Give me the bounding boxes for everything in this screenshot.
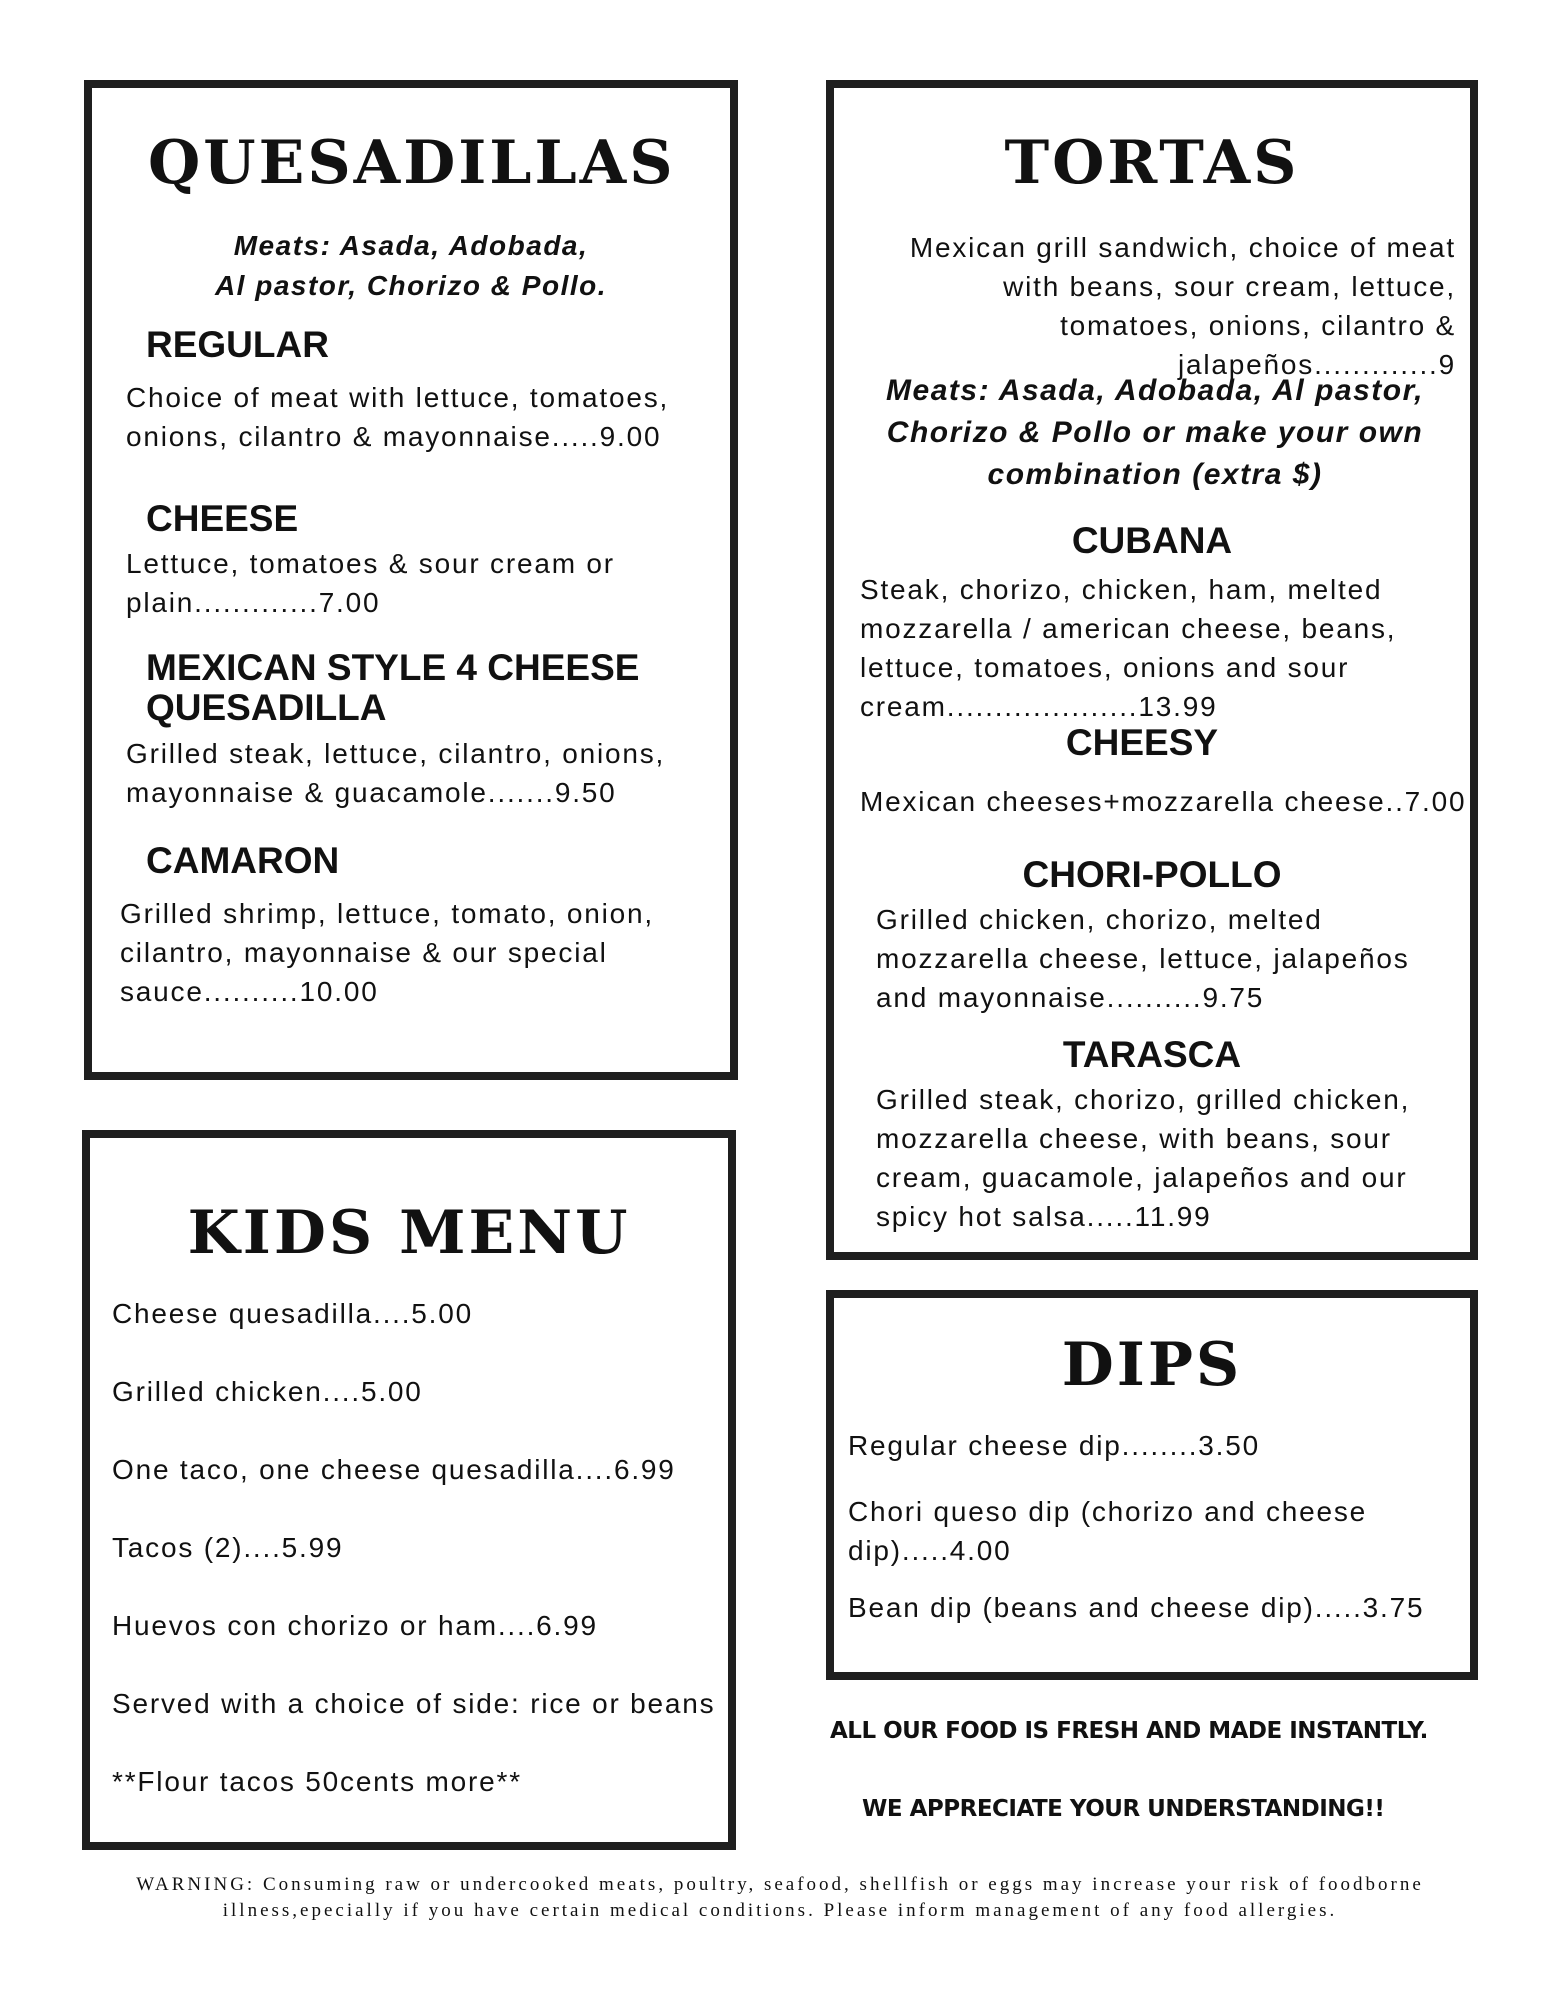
kids-menu-panel xyxy=(82,1130,736,1850)
kids-item: Tacos (2)....5.99 xyxy=(112,1532,344,1563)
torta-name-tarasca: TARASCA xyxy=(1062,1034,1242,1075)
torta-name-cheesy: CHEESY xyxy=(1065,722,1219,763)
kids-menu-title: KIDS MENU xyxy=(187,1198,631,1268)
quesadillas-meats-line1: Meats: Asada, Adobada, xyxy=(233,230,589,261)
kids-item: One taco, one cheese quesadilla....6.99 xyxy=(112,1454,676,1485)
torta-name-cubana: CUBANA xyxy=(1071,520,1233,561)
torta-name-chori-pollo: CHORI-POLLO xyxy=(1022,854,1282,895)
torta-desc-cubana: Steak, chorizo, chicken, ham, melted mozzarella / american cheese, beans, lettuce, tomatoes, onions and sour cream....................13.99 xyxy=(860,574,1397,722)
quesadilla-name-mexican-style: MEXICAN STYLE 4 CHEESE QUESADILLA xyxy=(146,647,640,728)
torta-desc-tarasca: Grilled steak, chorizo, grilled chicken, mozzarella cheese, with beans, sour cream, guacamole, jalapeños and our spicy hot salsa.....11.99 xyxy=(876,1084,1411,1232)
tortas-panel xyxy=(826,80,1478,1260)
tortas-meats: Meats: Asada, Adobada, Al pastor, Chorizo & Pollo or make your own combination (extra $) xyxy=(886,374,1424,491)
tortas-intro: Mexican grill sandwich, choice of meat with beans, sour cream, lettuce, tomatoes, onions, cilantro & jalapeños.............9 xyxy=(909,232,1456,380)
quesadilla-name-regular: REGULAR xyxy=(146,324,329,365)
kids-item: Served with a choice of side: rice or beans xyxy=(112,1688,716,1719)
quesadilla-name-cheese: CHEESE xyxy=(146,498,299,539)
appreciate-note: WE APPRECIATE YOUR UNDERSTANDING!! xyxy=(862,1796,1385,1822)
kids-item: Grilled chicken....5.00 xyxy=(112,1376,423,1407)
tortas-title: TORTAS xyxy=(1004,128,1300,198)
kids-item: **Flour tacos 50cents more** xyxy=(112,1766,522,1797)
fresh-food-note: ALL OUR FOOD IS FRESH AND MADE INSTANTLY. xyxy=(830,1718,1428,1744)
dip-item: Bean dip (beans and cheese dip).....3.75 xyxy=(848,1592,1425,1623)
quesadillas-meats-line2: Al pastor, Chorizo & Pollo. xyxy=(214,270,608,301)
quesadilla-desc-cheese: Lettuce, tomatoes & sour cream or plain.............7.00 xyxy=(126,548,615,618)
quesadilla-desc-mexican-style: Grilled steak, lettuce, cilantro, onions, mayonnaise & guacamole.......9.50 xyxy=(126,738,666,808)
torta-desc-chori-pollo: Grilled chicken, chorizo, melted mozzarella cheese, lettuce, jalapeños and mayonnaise..........9.75 xyxy=(876,904,1410,1013)
torta-desc-cheesy: Mexican cheeses+mozzarella cheese..7.00 xyxy=(860,786,1467,817)
food-safety-warning: WARNING: Consuming raw or undercooked meats, poultry, seafood, shellfish or eggs may increase your risk of foodborne illness,epecially if you have certain medical conditions. Please inform management of any food allergies. xyxy=(136,1874,1424,1921)
quesadilla-desc-regular: Choice of meat with lettuce, tomatoes, onions, cilantro & mayonnaise.....9.00 xyxy=(126,382,670,452)
quesadillas-title: QUESADILLAS xyxy=(148,128,676,198)
dip-item: Chori queso dip (chorizo and cheese dip).....4.00 xyxy=(848,1496,1368,1566)
quesadilla-name-camaron: CAMARON xyxy=(146,840,340,881)
quesadillas-panel xyxy=(84,80,738,1080)
dips-panel xyxy=(826,1290,1478,1680)
dips-title: DIPS xyxy=(1061,1330,1243,1400)
kids-item: Cheese quesadilla....5.00 xyxy=(112,1298,473,1329)
kids-item: Huevos con chorizo or ham....6.99 xyxy=(112,1610,598,1641)
dip-item: Regular cheese dip........3.50 xyxy=(848,1430,1260,1461)
quesadilla-desc-camaron: Grilled shrimp, lettuce, tomato, onion, cilantro, mayonnaise & our special sauce..........10.00 xyxy=(120,898,654,1007)
